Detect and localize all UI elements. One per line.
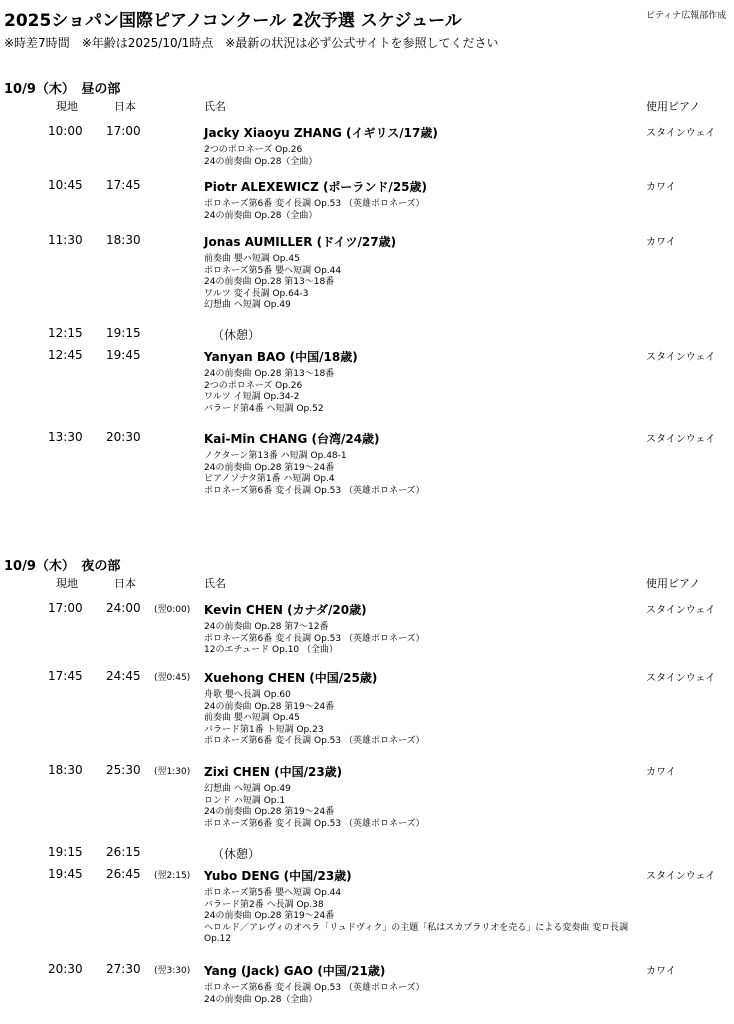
- column-header-local: 現地: [56, 577, 78, 590]
- program-item: 24の前奏曲 Op.28 第7〜12番: [204, 622, 329, 632]
- japan-time: 19:15: [106, 326, 141, 340]
- program-item: 前奏曲 嬰ハ短調 Op.45: [204, 254, 300, 264]
- program-item: バラード第1番 ト短調 Op.23: [204, 724, 324, 735]
- piano-brand: スタインウェイ: [646, 871, 716, 882]
- program-item: 24の前奏曲 Op.28 第13〜18番: [204, 277, 335, 287]
- program-list: [204, 254, 634, 312]
- pianist-name: Yanyan BAO (中国/18歳): [204, 350, 358, 364]
- japan-time: 24:45: [106, 669, 141, 683]
- column-header-name: 氏名: [204, 100, 226, 113]
- program-item: ピアノソナタ第1番 ハ短調 Op.4: [204, 474, 335, 484]
- program-item: ロンド ハ短調 Op.1: [204, 795, 286, 806]
- japan-time: 24:00: [106, 601, 141, 615]
- piano-brand: カワイ: [646, 182, 676, 193]
- local-time: 17:45: [48, 669, 83, 683]
- pianist-name: Jonas AUMILLER (ドイツ/27歳): [204, 235, 397, 249]
- program-item: ヘロルド／アレヴィのオペラ「リュドヴィク」の主題「私はスカプラリオを売る」による変奏曲 変ロ長調 Op.12: [204, 922, 629, 944]
- page-title: 2025ショパン国際ピアノコンクール 2次予選 スケジュール: [4, 11, 462, 31]
- pianist-name: Yubo DENG (中国/23歳): [204, 869, 352, 883]
- piano-brand: スタインウェイ: [646, 673, 716, 684]
- japan-time: 18:30: [106, 233, 141, 247]
- program-list: [204, 622, 634, 657]
- next-day-time: (翌0:45): [154, 673, 191, 683]
- local-time: 12:15: [48, 326, 83, 340]
- program-item: 24の前奏曲 Op.28（全曲）: [204, 210, 318, 221]
- program-item: ポロネーズ第6番 変イ長調 Op.53 （英雄ポロネーズ）: [204, 485, 425, 496]
- pianist-name: Piotr ALEXEWICZ (ポーランド/25歳): [204, 180, 428, 194]
- pianist-name: Kai-Min CHANG (台湾/24歳): [204, 432, 380, 446]
- piano-brand: カワイ: [646, 966, 676, 977]
- piano-brand: カワイ: [646, 767, 676, 778]
- program-list: [204, 690, 634, 748]
- column-header-name: 氏名: [204, 577, 226, 590]
- local-time: 10:00: [48, 124, 83, 138]
- credit-label: ピティナ広報部作成: [646, 11, 727, 21]
- next-day-time: (翌2:15): [154, 871, 191, 881]
- local-time: 20:30: [48, 962, 83, 976]
- local-time: 17:00: [48, 601, 83, 615]
- local-time: 12:45: [48, 348, 83, 362]
- program-item: 24の前奏曲 Op.28 第19〜24番: [204, 701, 335, 712]
- program-item: 24の前奏曲 Op.28 第19〜24番: [204, 462, 335, 473]
- japan-time: 17:45: [106, 178, 141, 192]
- column-header-local: 現地: [56, 100, 78, 113]
- program-list: [204, 888, 634, 946]
- program-list: [204, 369, 634, 415]
- program-item: 24の前奏曲 Op.28 第19〜24番: [204, 807, 335, 817]
- local-time: 11:30: [48, 233, 83, 247]
- program-item: ポロネーズ第5番 嬰ヘ短調 Op.44: [204, 888, 342, 898]
- program-item: 幻想曲 ヘ短調 Op.49: [204, 300, 291, 310]
- japan-time: 26:45: [106, 867, 141, 881]
- program-list: [204, 784, 634, 830]
- local-time: 13:30: [48, 430, 83, 444]
- column-header-piano: 使用ピアノ: [646, 577, 701, 590]
- local-time: 19:45: [48, 867, 83, 881]
- program-item: 前奏曲 嬰ハ短調 Op.45: [204, 713, 300, 723]
- program-item: 2つのポロネーズ Op.26: [204, 145, 303, 155]
- program-item: ポロネーズ第6番 変イ長調 Op.53 （英雄ポロネーズ）: [204, 633, 425, 644]
- piano-brand: スタインウェイ: [646, 434, 716, 445]
- program-item: ワルツ 変イ長調 Op.64-3: [204, 288, 309, 299]
- program-item: ワルツ イ短調 Op.34-2: [204, 392, 300, 402]
- program-list: [204, 451, 634, 497]
- next-day-time: (翌1:30): [154, 767, 191, 777]
- notice-text: ※時差7時間 ※年齢は2025/10/1時点 ※最新の状況は必ず公式サイトを参照してください: [4, 36, 499, 50]
- program-item: ポロネーズ第6番 変イ長調 Op.53 （英雄ポロネーズ）: [204, 736, 425, 746]
- session-title: 10/9（木） 昼の部: [4, 82, 121, 97]
- japan-time: 17:00: [106, 124, 141, 138]
- japan-time: 25:30: [106, 763, 141, 777]
- break-label: （休憩）: [212, 847, 261, 861]
- program-item: 12のエチュード Op.10 （全曲）: [204, 645, 339, 655]
- program-item: 24の前奏曲 Op.28（全曲）: [204, 994, 318, 1005]
- piano-brand: カワイ: [646, 237, 676, 248]
- local-time: 18:30: [48, 763, 83, 777]
- session-title: 10/9（木） 夜の部: [4, 559, 121, 574]
- program-item: ポロネーズ第6番 変イ長調 Op.53 （英雄ポロネーズ）: [204, 199, 425, 209]
- japan-time: 20:30: [106, 430, 141, 444]
- program-list: [204, 145, 634, 168]
- program-item: 24の前奏曲 Op.28 第13〜18番: [204, 369, 335, 379]
- japan-time: 26:15: [106, 845, 141, 859]
- column-header-japan: 日本: [114, 100, 136, 113]
- program-item: ノクターン第13番 ハ短調 Op.48-1: [204, 451, 347, 461]
- japan-time: 27:30: [106, 962, 141, 976]
- program-item: 2つのポロネーズ Op.26: [204, 380, 303, 391]
- column-header-piano: 使用ピアノ: [646, 100, 701, 113]
- program-item: バラード第2番 ヘ長調 Op.38: [204, 899, 324, 910]
- local-time: 19:15: [48, 845, 83, 859]
- program-item: 24の前奏曲 Op.28（全曲）: [204, 156, 318, 167]
- program-item: バラード第4番 ヘ短調 Op.52: [204, 403, 324, 414]
- pianist-name: Zixi CHEN (中国/23歳): [204, 765, 343, 779]
- next-day-time: (翌3:30): [154, 966, 191, 976]
- column-header-japan: 日本: [114, 577, 136, 590]
- break-label: （休憩）: [212, 328, 261, 342]
- pianist-name: Yang (Jack) GAO (中国/21歳): [204, 964, 386, 978]
- pianist-name: Jacky Xiaoyu ZHANG (イギリス/17歳): [204, 126, 438, 140]
- next-day-time: (翌0:00): [154, 605, 191, 615]
- program-item: ポロネーズ第5番 嬰ヘ短調 Op.44: [204, 265, 342, 276]
- program-item: ポロネーズ第6番 変イ長調 Op.53 （英雄ポロネーズ）: [204, 983, 425, 993]
- pianist-name: Xuehong CHEN (中国/25歳): [204, 671, 378, 685]
- program-list: [204, 983, 634, 1006]
- program-item: ポロネーズ第6番 変イ長調 Op.53 （英雄ポロネーズ）: [204, 818, 425, 829]
- japan-time: 19:45: [106, 348, 141, 362]
- piano-brand: スタインウェイ: [646, 128, 716, 139]
- program-item: 幻想曲 ヘ短調 Op.49: [204, 784, 291, 794]
- local-time: 10:45: [48, 178, 83, 192]
- program-item: 24の前奏曲 Op.28 第19〜24番: [204, 911, 335, 921]
- pianist-name: Kevin CHEN (カナダ/20歳): [204, 603, 367, 617]
- program-list: [204, 199, 634, 222]
- piano-brand: スタインウェイ: [646, 605, 716, 616]
- piano-brand: スタインウェイ: [646, 352, 716, 363]
- program-item: 舟歌 嬰ヘ長調 Op.60: [204, 690, 291, 700]
